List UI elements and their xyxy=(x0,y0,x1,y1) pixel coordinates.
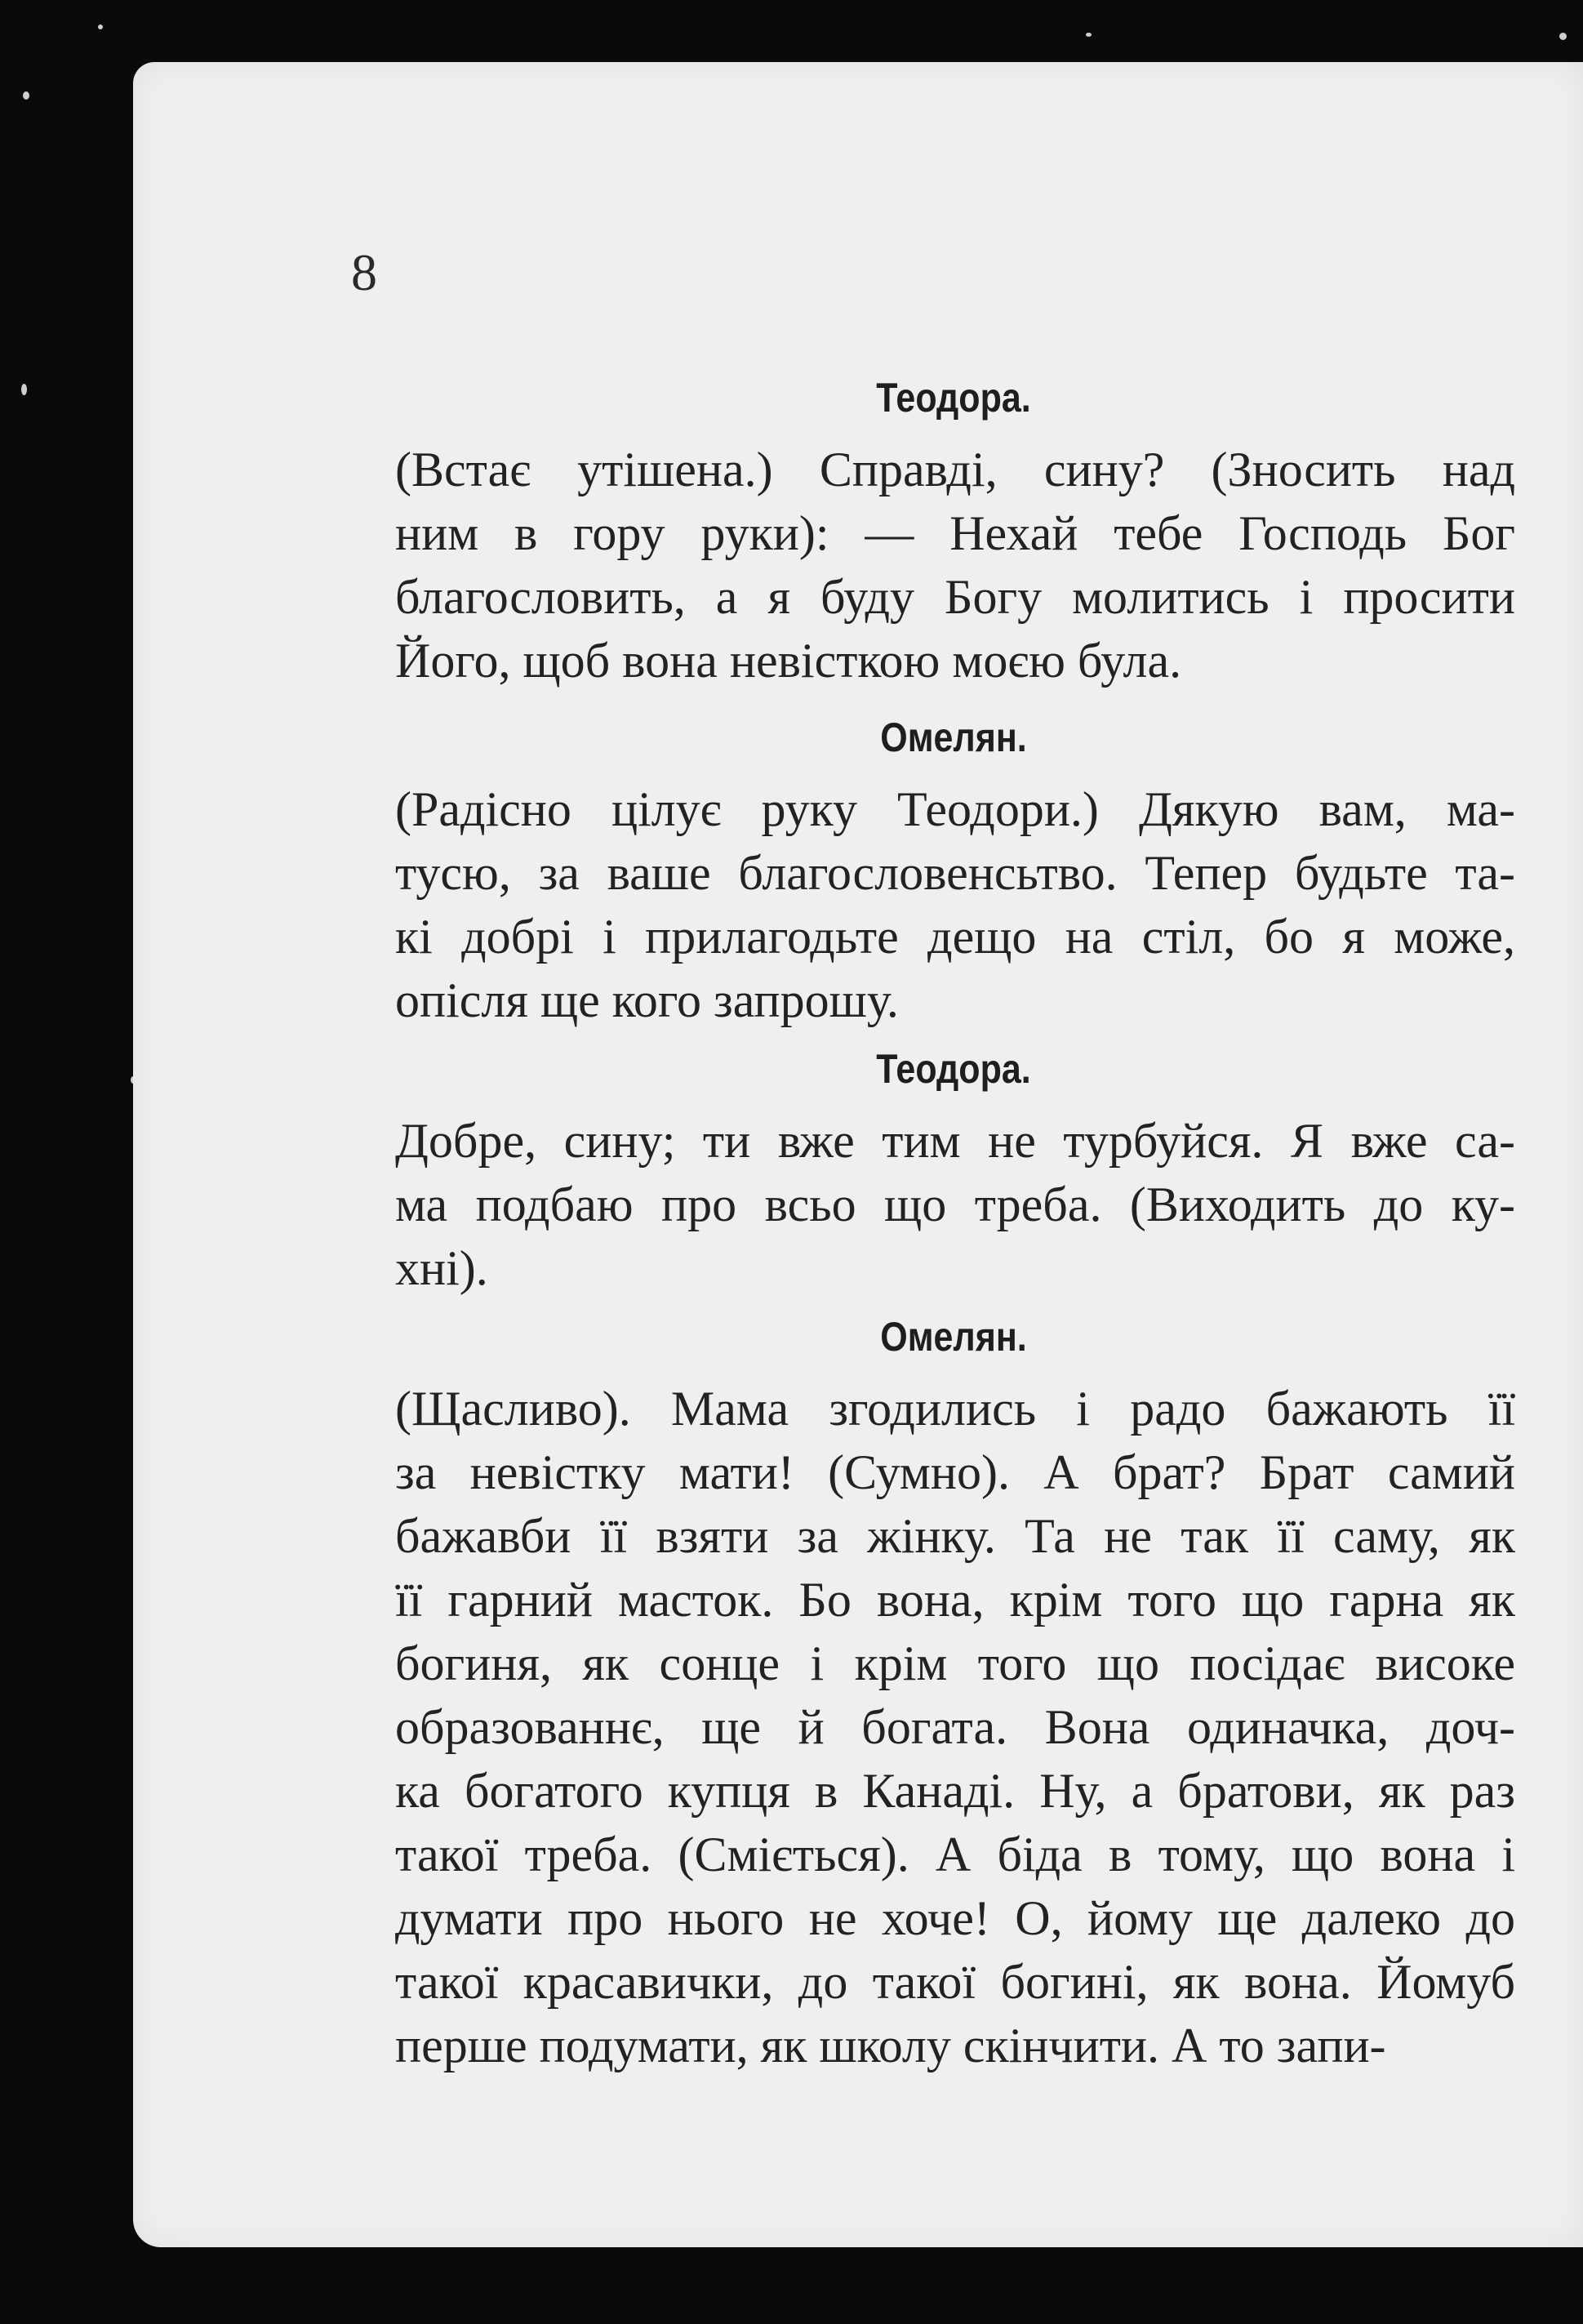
text-line: (Радісно цілує руку Теодори.) Дякую вам, ма- xyxy=(395,782,1515,836)
text-line: опісля ще кого запрошу. xyxy=(395,973,899,1027)
film-speck xyxy=(1559,33,1567,40)
speaker-name: Омелян. xyxy=(880,715,1027,760)
text-line: за невістку мати! (Сумно). А брат? Брат самий xyxy=(395,1445,1515,1499)
dialogue-paragraph xyxy=(395,1377,1515,2077)
page-number: 8 xyxy=(351,243,377,301)
text-line: тусю, за ваше благословенсьтво. Тепер будьте та- xyxy=(395,846,1515,900)
text-line: кі добрі і прилагодьте дещо на стіл, бо я може, xyxy=(395,910,1515,964)
text-line: Добре, сину; ти вже тим не турбуйся. Я вже са- xyxy=(395,1114,1515,1168)
text-line: ка богатого купця в Канаді. Ну, а братови, як раз xyxy=(395,1764,1515,1818)
text-line: хні). xyxy=(395,1241,488,1295)
text-line: такої треба. (Сміється). А біда в тому, що вона і xyxy=(395,1828,1515,1881)
film-speck xyxy=(23,91,29,100)
text-line: (Щасливо). Мама згодились і радо бажають її xyxy=(395,1382,1515,1436)
text-line: такої красавички, до такої богині, як вона. Йомуб xyxy=(395,1955,1515,2009)
text-line: бажавби її взяти за жінку. Та не так її саму, як xyxy=(395,1509,1515,1563)
text-line: Його, щоб вона невісткою моєю була. xyxy=(395,634,1182,688)
film-speck xyxy=(21,384,27,395)
film-speck xyxy=(1086,33,1092,37)
text-line: благословить, а я буду Богу молитись і просити xyxy=(395,570,1515,624)
dialogue-paragraph xyxy=(395,1109,1515,1300)
dialogue-paragraph xyxy=(395,438,1515,692)
text-line: (Встає утішена.) Справді, сину? (Зносить над xyxy=(395,443,1515,496)
dialogue-paragraph xyxy=(395,777,1515,1032)
speaker-name: Омелян. xyxy=(880,1314,1027,1360)
text-line: ним в гору руки): — Нехай тебе Господь Бог xyxy=(395,506,1515,560)
text-line: перше подумати, як школу скінчити. А то запи- xyxy=(395,2019,1386,2072)
text-line: її гарний масток. Бо вона, крім того що гарна як xyxy=(395,1573,1515,1627)
text-line: образованнє, ще й богата. Вона одиначка, доч- xyxy=(395,1700,1515,1754)
speaker-name: Теодора. xyxy=(876,375,1031,421)
speaker-name: Теодора. xyxy=(876,1046,1031,1092)
text-line: ма подбаю про всьо що треба. (Виходить до ку- xyxy=(395,1178,1515,1231)
text-line: думати про нього не хоче! О, йому ще далеко до xyxy=(395,1891,1515,1945)
text-line: богиня, як сонце і крім того що посідає високе xyxy=(395,1636,1515,1690)
film-speck xyxy=(98,24,103,29)
